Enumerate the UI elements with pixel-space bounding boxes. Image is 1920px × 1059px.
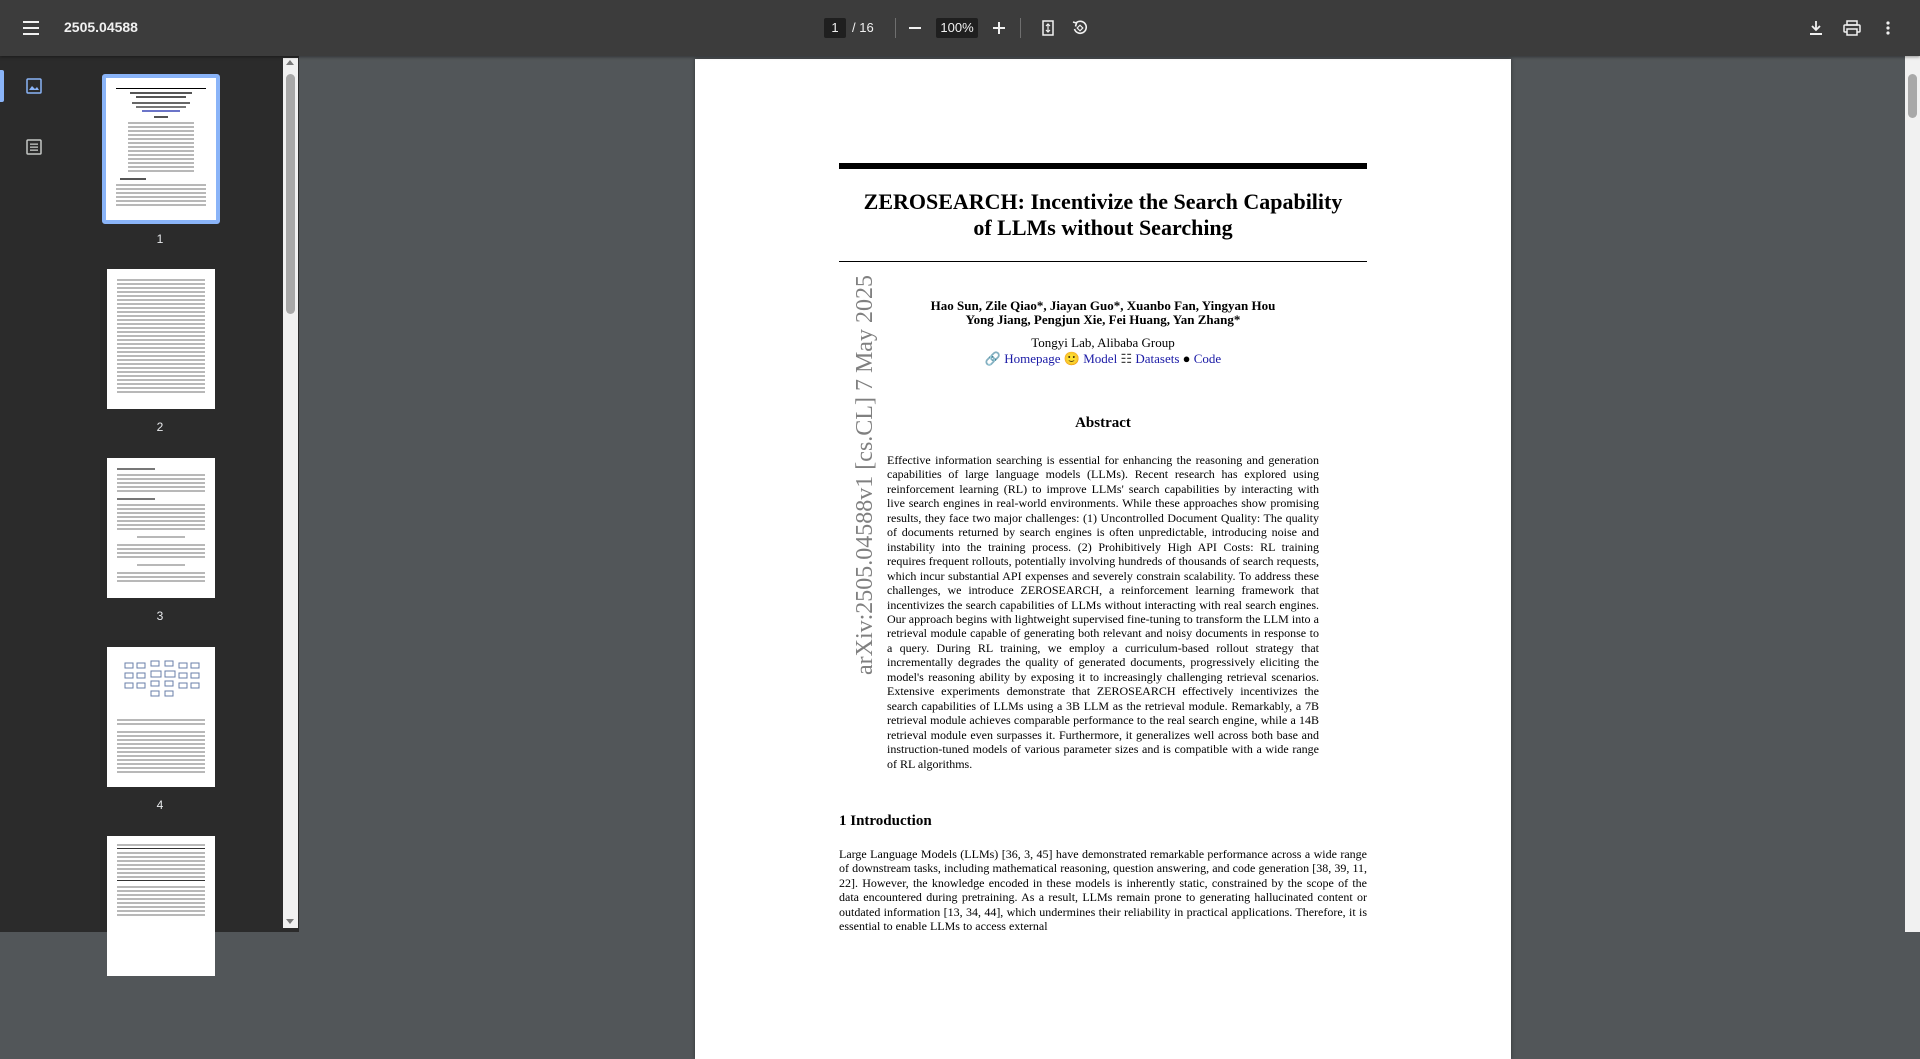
page-total: / 16 (852, 20, 874, 35)
affiliation: Tongyi Lab, Alibaba Group (1031, 335, 1175, 350)
resource-links (839, 351, 1367, 367)
thumbnail-label: 2 (156, 420, 164, 434)
title-rule-top (839, 163, 1367, 169)
thumbnail-image (107, 458, 215, 598)
rotate-icon[interactable] (1062, 10, 1098, 46)
paper-title (839, 189, 1367, 241)
section-heading-introduction: 1 Introduction (839, 813, 932, 829)
paper-title-line-2: of LLMs without Searching (973, 215, 1233, 240)
introduction-text: Large Language Models (LLMs) [36, 3, 45] have demonstrated remarkable performance across a wide range of downstream tasks, including mathematical reasoning, question answering, and code generation [38, 39, 11, 22]. However, the knowledge encoded in these models is inherently static, constrained by the scope of the data encountered during pretraining. As a result, LLMs remain prone to generating hallucinated content or outdated information [13, 34, 44], which undermines their reliability in practical applications. Therefore, it is essential to enable LLMs to access external (839, 847, 1367, 934)
link-icon: 🔗 (984, 351, 1001, 366)
sidebar-rail (0, 56, 66, 932)
viewer-scrollbar-thumb[interactable] (1908, 74, 1917, 118)
sidebar-scrollbar[interactable] (283, 58, 298, 928)
viewer-scrollbar[interactable] (1905, 56, 1920, 932)
zoom-level-input[interactable]: 100% (936, 18, 978, 38)
scroll-down-arrow-icon[interactable] (286, 919, 294, 924)
hugging-face-icon: 🙂 (1063, 351, 1080, 366)
zoom-out-icon[interactable] (897, 10, 933, 46)
authors-line-1: Hao Sun, Zile Qiao*, Jiayan Guo*, Xuanbo Fan, Yingyan Hou (930, 298, 1276, 313)
page-number-input[interactable]: 1 (824, 18, 846, 38)
menu-icon[interactable] (14, 10, 50, 46)
print-icon[interactable] (1834, 10, 1870, 46)
authors-line-2: Yong Jiang, Pengjun Xie, Fei Huang, Yan Zhang* (965, 312, 1241, 327)
outline-view-icon[interactable] (18, 131, 50, 163)
thumbnail-label: 3 (156, 609, 164, 623)
scroll-up-arrow-icon[interactable] (286, 60, 294, 65)
thumbnail-image (107, 647, 215, 787)
thumbnail-label: 1 (156, 232, 164, 246)
thumbnail-image (107, 269, 215, 409)
thumbnail-image (102, 74, 220, 224)
more-options-icon[interactable] (1870, 10, 1906, 46)
title-rule-bottom (839, 261, 1367, 262)
active-indicator (0, 70, 4, 102)
abstract-text: Effective information searching is essential for enhancing the reasoning and generation capabilities of large language models (LLMs). Recent research has explored using reinforcement learning (RL) to improve LLMs' search capabilities by interacting with live search engines in real-world environments. While these approaches show promising results, they face two major challenges: (1) Uncontrolled Document Quality: The quality of documents returned by search engines is often unpredictable, introducing noise and instability into the training process. (2) Prohibitively High API Costs: RL training requires frequent rollouts, potentially involving hundreds of thousands of search requests, which incur substantial API expenses and severely constrain scalability. To address these challenges, we introduce ZEROSEARCH, a reinforcement learning framework that incentivizes the search capabilities of LLMs without interacting with real search engines. Our approach begins with lightweight supervised fine-tuning to transform the LLM into a retrieval module capable of generating both relevant and noisy documents in response to a query. During RL training, we employ a curriculum-based rollout strategy that incrementally degrades the quality of generated documents, progressively eliciting the model's reasoning ability by exposing it to increasingly challenging retrieval scenarios. Extensive experiments demonstrate that ZEROSEARCH effectively incentivizes the search capabilities of LLMs using a 3B LLM as the retrieval module. Remarkably, a 7B retrieval module achieves comparable performance to the real search engine, while a 14B retrieval module even surpasses it. Furthermore, it generalizes well across both base and instruction-tuned models of various parameter sizes and is compatible with a wide range of RL algorithms. (887, 453, 1319, 771)
thumbnail-sidebar (0, 56, 299, 932)
author-list (839, 299, 1367, 327)
code-link[interactable]: Code (1193, 351, 1222, 366)
arxiv-identifier-stamp: arXiv:2505.04588v1 [cs.CL] 7 May 2025 (852, 275, 878, 675)
pdf-page-1 (695, 59, 1511, 1059)
thumbnail-label: 4 (156, 798, 164, 812)
toolbar-divider (1020, 18, 1021, 38)
pdf-toolbar (0, 0, 1920, 56)
fit-to-page-icon[interactable] (1030, 10, 1066, 46)
download-icon[interactable] (1798, 10, 1834, 46)
database-icon: ☷ (1120, 351, 1133, 366)
abstract-heading: Abstract (1075, 415, 1131, 431)
thumbnail-image (107, 836, 215, 976)
sidebar-scrollbar-thumb[interactable] (286, 74, 295, 314)
homepage-link[interactable]: Homepage (1004, 351, 1061, 366)
toolbar-divider (895, 18, 896, 38)
paper-title-line-1: ZEROSEARCH: Incentivize the Search Capability (863, 189, 1343, 214)
thumbnail-view-icon[interactable] (18, 70, 50, 102)
github-icon: ● (1182, 351, 1191, 366)
datasets-link[interactable]: Datasets (1135, 351, 1180, 366)
zoom-in-icon[interactable] (981, 10, 1017, 46)
document-title: 2505.04588 (64, 19, 138, 35)
model-link[interactable]: Model (1083, 351, 1118, 366)
